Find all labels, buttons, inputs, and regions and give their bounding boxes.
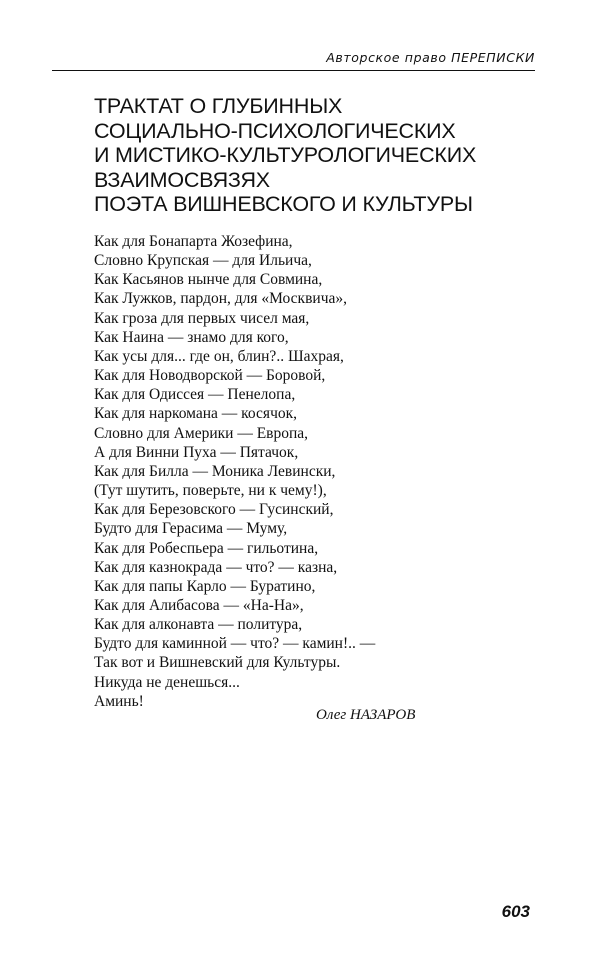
poem-line: Как Касьянов нынче для Совмина,: [94, 271, 323, 289]
poem-line: Как для Бонапарта Жозефина,: [94, 233, 293, 250]
poem-line: Как для наркомана — косячок,: [94, 405, 298, 423]
author-signature: Олег НАЗАРОВ: [316, 707, 416, 723]
article-title: [94, 94, 554, 217]
poem-line: Словно Крупская — для Ильича,: [94, 252, 312, 270]
poem-line: Аминь!: [94, 692, 144, 710]
page-number: 603: [501, 902, 530, 921]
poem-line: Как для Одиссея — Пенелопа,: [94, 386, 296, 404]
poem-line: Будто для Герасима — Муму,: [94, 520, 288, 538]
running-header: [52, 48, 535, 71]
poem-line: Как для папы Карло — Буратино,: [94, 577, 316, 595]
poem-line: Так вот и Вишневский для Культуры.: [94, 654, 341, 672]
poem-line: Как для Новодворской — Боровой,: [94, 367, 326, 385]
poem-line: Словно для Америки — Европа,: [94, 424, 309, 442]
poem-line: Как усы для... где он, блин?.. Шахрая,: [94, 347, 344, 365]
poem-line: Как Лужков, пардон, для «Москвича»,: [94, 290, 347, 308]
poem-line: Как для алконавта — политура,: [94, 616, 303, 634]
poem-body: [94, 232, 375, 711]
poem-line: Как для Робеспьера — гильотина,: [94, 539, 319, 557]
title-line: ВЗАИМОСВЯЗЯХ: [94, 167, 270, 192]
poem-line: Как Наина — знамо для кого,: [94, 328, 289, 346]
poem-line: Как для казнокрада — что? — казна,: [94, 558, 338, 576]
poem-line: Будто для каминной — что? — камин!.. —: [94, 635, 376, 653]
title-line: ТРАКТАТ О ГЛУБИННЫХ: [94, 94, 343, 118]
poem-line: Никуда не денешься...: [94, 673, 240, 691]
poem-line: Как для Билла — Моника Левински,: [94, 462, 336, 480]
title-line: СОЦИАЛЬНО-ПСИХОЛОГИЧЕСКИХ: [94, 118, 456, 143]
poem-line: Как гроза для первых чисел мая,: [94, 309, 310, 327]
title-line: И МИСТИКО-КУЛЬТУРОЛОГИЧЕСКИХ: [94, 143, 477, 167]
poem-line: (Тут шутить, поверьте, ни к чему!),: [94, 482, 327, 500]
poem-line: Как для Березовского — Гусинский,: [94, 501, 334, 519]
poem-line: А для Винни Пуха — Пятачок,: [94, 443, 299, 461]
poem-line: Как для Алибасова — «На-На»,: [94, 596, 304, 614]
running-title: Авторское право ПЕРЕПИСКИ: [326, 50, 535, 65]
title-line: ПОЭТА ВИШНЕВСКОГО И КУЛЬТУРЫ: [94, 192, 473, 216]
